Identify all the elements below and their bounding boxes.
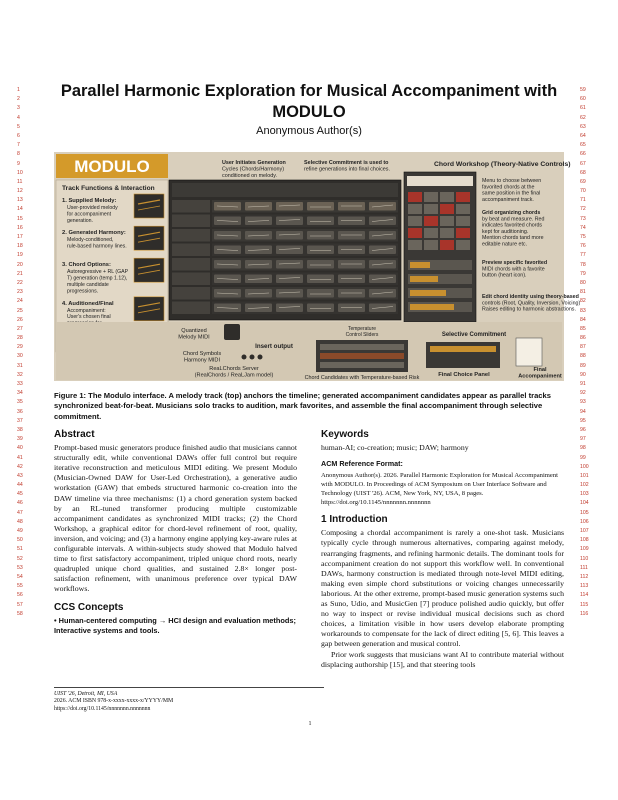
- line-number: 10: [17, 169, 23, 176]
- reference-text: Anonymous Author(s). 2026. Parallel Harmonic Exploration for Musical Accompaniment with MODULO. In Proceedings of ACM Symposium on User Interface Software and Technology (UIST '26). ACM, New York, NY, USA, 8 pages. https://doi.org/10.1145/nnnnnnn.nnnnnnn: [321, 472, 558, 507]
- favorited-chord-cell: [440, 204, 454, 214]
- line-number: 62: [580, 114, 586, 121]
- daw-clip: [307, 275, 334, 284]
- daw-track-header: [172, 244, 210, 257]
- callout-generation-text: conditioned on melody.: [222, 172, 278, 179]
- track-item-desc: Accompaniment:: [67, 307, 106, 314]
- workshop-note-text: button (heart icon).: [482, 272, 527, 279]
- keywords-text: human-AI; co-creation; music; DAW; harmony: [321, 443, 469, 453]
- line-number: 76: [580, 243, 586, 250]
- intro-paragraph-1: Composing a chordal accompaniment is rarely a one-shot task. Musicians typically cycle through numerous alternatives, comparing against melody, rearranging fragments, and refining harmonic details. The dominant tools for accompaniment creation do not support this workflow well. In conventional DAWs, harmony construction is mediated through note-level MIDI editing, making even simple chord substitutions or voicing changes unnecessarily laborious. At the other extreme, prompt-based music generation systems such as Suno, Udio, and MusicGen [7] produce polished audio quickly, but offer no way to inspect or revise individual musical decisions such as chord choices, a limitation visible in how users develop elaborate prompting workarounds to compensate for the lack of direct editing [5, 6]. This leaves a gap between generation and musical control.: [321, 528, 564, 649]
- theory-control-slider: [410, 262, 430, 268]
- workshop-menu-dropdown: [407, 176, 473, 186]
- footnote-venue: UIST '26, Detroit, MI, USA: [54, 691, 118, 697]
- line-number: 16: [17, 224, 23, 231]
- line-number: 22: [17, 279, 23, 286]
- temperature-sliders-label: Temperature: [347, 326, 377, 332]
- line-number: 49: [17, 528, 23, 534]
- daw-clip: [276, 231, 303, 240]
- selective-commitment-label: Selective Commitment: [441, 332, 507, 338]
- final-accompaniment-label: Final: [533, 367, 547, 373]
- chord-symbols-label: Chord Symbols: [182, 351, 222, 357]
- line-number: 8: [17, 151, 20, 158]
- line-number: 20: [17, 261, 23, 268]
- favorited-chord-cell: [456, 228, 470, 238]
- daw-track-header: [172, 258, 210, 271]
- line-number: 17: [17, 234, 23, 240]
- workshop-note-text: accompaniment track.: [482, 196, 534, 203]
- track-item-desc: User's chosen final: [67, 314, 111, 321]
- workshop-note-text: Preview specific favorited: [482, 260, 548, 266]
- theory-control-slider: [410, 290, 446, 296]
- daw-clip: [276, 202, 303, 211]
- line-number: 103: [580, 491, 589, 498]
- theory-control-slider: [410, 276, 438, 282]
- line-number: 26: [17, 316, 23, 323]
- workshop-note-text: by beat and measure. Red: [482, 216, 545, 223]
- line-number: 84: [580, 316, 586, 323]
- line-number: 18: [17, 243, 23, 250]
- line-number: 1: [17, 87, 20, 93]
- workshop-title: Chord Workshop (Theory-Native Controls): [434, 161, 571, 168]
- line-number: 48: [17, 518, 23, 525]
- callout-selective-text: refine generations into final choices.: [304, 166, 391, 173]
- ccs-text: • Human-centered computing → HCI design and evaluation methods; Interactive systems and tools.: [54, 615, 296, 635]
- daw-clip: [307, 260, 334, 269]
- server-label: ReaLChords Server: [209, 366, 259, 372]
- line-number: 106: [580, 518, 589, 525]
- line-number: 14: [17, 206, 23, 213]
- abstract-heading: Abstract: [54, 429, 95, 440]
- line-number: 11: [17, 178, 23, 185]
- line-number: 77: [580, 252, 586, 259]
- chord-cell: [424, 240, 438, 250]
- line-number: 94: [580, 408, 586, 415]
- workshop-note-text: same position in the final: [482, 190, 541, 197]
- line-number: 55: [17, 583, 23, 590]
- line-number: 111: [580, 564, 588, 571]
- line-number: 33: [17, 381, 23, 387]
- line-number: 68: [580, 169, 586, 176]
- line-number: 58: [17, 610, 23, 617]
- line-number: 63: [580, 123, 586, 130]
- line-number: 108: [580, 537, 589, 544]
- final-accompaniment-label: Accompaniment: [518, 373, 562, 380]
- daw-track-header: [172, 200, 210, 213]
- line-number: 9: [17, 160, 20, 167]
- line-numbers-left: [17, 86, 31, 619]
- right-column: [321, 430, 564, 670]
- introduction-heading: 1 Introduction: [321, 514, 388, 526]
- line-number: 39: [17, 436, 23, 443]
- track-item-heading: 1. Supplied Melody:: [62, 198, 117, 204]
- chord-cell: [440, 192, 454, 202]
- daw-clip: [276, 289, 303, 298]
- line-number: 86: [580, 335, 586, 342]
- workshop-note-text: favorited chords at the: [482, 184, 535, 191]
- line-number: 95: [580, 417, 586, 424]
- line-number: 6: [17, 132, 20, 139]
- line-number: 56: [17, 592, 23, 599]
- daw-track-header: [172, 229, 210, 242]
- line-number: 28: [17, 335, 23, 342]
- line-number: 12: [17, 188, 23, 195]
- daw-clip: [276, 260, 303, 269]
- chord-cell: [456, 240, 470, 250]
- daw-track-header: [172, 215, 210, 228]
- line-number: 42: [17, 463, 23, 470]
- workshop-note-text: Raises editing to harmonic abstractions.: [482, 306, 576, 313]
- line-number: 57: [17, 601, 23, 608]
- workshop-note-text: controls (Root, Quality, Inversion, Voicing): [482, 300, 581, 307]
- chord-cell: [440, 228, 454, 238]
- line-number: 90: [580, 371, 586, 378]
- chord-cell: [424, 228, 438, 238]
- workshop-note-text: indicates favorited chords: [482, 222, 543, 229]
- daw-clip: [307, 246, 334, 255]
- daw-clip: [307, 304, 334, 313]
- line-number: 69: [580, 178, 586, 185]
- line-number: 40: [17, 445, 23, 452]
- track-item-desc: rule-based harmony lines.: [67, 243, 127, 250]
- keywords-heading: Keywords: [321, 429, 369, 440]
- workshop-note-text: kept for auditioning.: [482, 228, 529, 235]
- line-number: 70: [580, 188, 586, 195]
- line-numbers-right: [580, 86, 596, 619]
- callout-generation-text: User Initiates Generation: [222, 160, 286, 166]
- line-number: 61: [580, 105, 586, 112]
- line-number: 65: [580, 142, 586, 149]
- line-number: 45: [17, 491, 23, 498]
- line-number: 38: [17, 426, 23, 433]
- chord-cell: [424, 204, 438, 214]
- line-number: 109: [580, 546, 589, 553]
- favorited-chord-cell: [440, 240, 454, 250]
- line-number: 100: [580, 463, 589, 470]
- track-item-desc: generation.: [67, 217, 93, 224]
- favorited-chord-cell: [408, 192, 422, 202]
- neural-network-icon: [250, 355, 255, 360]
- line-number: 74: [580, 224, 586, 231]
- line-number: 3: [17, 105, 20, 112]
- line-number: 82: [580, 298, 586, 305]
- daw-clip: [276, 246, 303, 255]
- line-number: 85: [580, 325, 586, 332]
- line-number: 53: [17, 564, 23, 571]
- line-number: 71: [580, 197, 586, 204]
- line-number: 50: [17, 537, 23, 544]
- track-item-heading: 2. Generated Harmony:: [62, 230, 126, 237]
- daw-clip: [276, 304, 303, 313]
- line-number: 115: [580, 601, 589, 608]
- teaser-figure: [54, 152, 581, 381]
- chord-cell: [424, 192, 438, 202]
- line-number: 29: [17, 344, 23, 351]
- line-number: 44: [17, 482, 23, 489]
- chord-cell: [440, 216, 454, 226]
- line-number: 32: [17, 371, 23, 378]
- workshop-note-text: Menu to choose between: [482, 178, 542, 184]
- daw-clip: [307, 289, 334, 298]
- track-item-desc: Autoregressive + RL (GAP: [67, 269, 129, 276]
- line-number: 89: [580, 362, 586, 369]
- line-number: 7: [17, 142, 20, 149]
- workshop-note-text: Edit chord identity using theory-based: [482, 294, 579, 300]
- line-number: 35: [17, 399, 23, 406]
- line-number: 43: [17, 472, 23, 479]
- daw-clip: [307, 231, 334, 240]
- workshop-note-text: Grid organizing chords: [482, 210, 541, 216]
- daw-clip: [307, 217, 334, 226]
- candidate-row: [320, 344, 404, 350]
- track-item-desc: multiple candidate: [67, 282, 109, 288]
- line-number: 96: [580, 426, 586, 433]
- workshop-note-text: editable nature etc.: [482, 241, 528, 248]
- daw-track-header: [172, 273, 210, 286]
- line-number: 81: [580, 289, 586, 296]
- line-number: 101: [580, 472, 589, 479]
- line-number: 88: [580, 353, 586, 360]
- line-number: 46: [17, 500, 23, 507]
- intro-paragraph-2: Prior work suggests that musicians want AI to contribute material without displacing authorship [15], and that steering tools: [321, 649, 564, 669]
- reference-heading: ACM Reference Format:: [321, 459, 403, 469]
- track-item-desc: Melody-conditioned,: [67, 237, 114, 244]
- line-number: 25: [17, 307, 23, 314]
- line-number: 66: [580, 151, 586, 158]
- line-number: 104: [580, 500, 589, 507]
- line-number: 2: [17, 96, 20, 103]
- callout-selective-text: Selective Commitment is used to: [304, 160, 389, 166]
- daw-toolbar: [172, 183, 398, 197]
- theory-control-slider: [410, 304, 454, 310]
- neural-network-icon: [242, 355, 247, 360]
- final-choice-panel-label: Final Choice Panel: [438, 372, 490, 378]
- candidate-row: [320, 362, 404, 368]
- line-number: 64: [580, 132, 586, 139]
- daw-track-header: [172, 287, 210, 300]
- favorited-chord-cell: [408, 228, 422, 238]
- line-number: 15: [17, 215, 23, 222]
- callout-generation-text: Cycles (Chords/Harmony): [222, 166, 285, 173]
- daw-clip: [276, 275, 303, 284]
- line-number: 5: [17, 123, 20, 130]
- footnote-isbn: 2026. ACM ISBN 978-x-xxxx-xxxx-x/YYYY/MM: [54, 698, 174, 705]
- chord-cell: [456, 204, 470, 214]
- line-number: 59: [580, 87, 586, 93]
- line-number: 93: [580, 399, 586, 406]
- line-number: 107: [580, 528, 589, 534]
- server-label: (RealChords / ReaLJam model): [194, 372, 274, 379]
- footnote: [54, 687, 324, 713]
- line-number: 73: [580, 215, 586, 222]
- favorited-chord-cell: [424, 216, 438, 226]
- temperature-sliders-label: Control Sliders: [345, 332, 379, 338]
- line-number: 116: [580, 610, 589, 617]
- quantized-midi-label: Quantized: [181, 328, 207, 334]
- line-number: 47: [17, 509, 23, 516]
- line-number: 21: [17, 270, 23, 277]
- daw-clip: [276, 217, 303, 226]
- line-number: 67: [580, 160, 586, 167]
- track-item-desc: User-provided melody: [67, 205, 118, 211]
- line-number: 114: [580, 592, 589, 599]
- quantized-midi-label: Melody MIDI: [178, 334, 210, 341]
- line-number: 13: [17, 197, 23, 204]
- workshop-note-text: MIDI chords with a favorite: [482, 266, 545, 273]
- line-number: 99: [580, 454, 586, 461]
- daw-clip: [307, 202, 334, 211]
- line-number: 113: [580, 583, 589, 590]
- ccs-heading: CCS Concepts: [54, 601, 124, 613]
- line-number: 97: [580, 436, 586, 443]
- line-number: 110: [580, 555, 589, 562]
- line-number: 37: [17, 417, 23, 424]
- line-number: 51: [17, 546, 23, 553]
- line-number: 87: [580, 344, 586, 351]
- final-choice-panel-box: [426, 342, 500, 368]
- track-item-heading: 4. Auditioned/Final: [62, 300, 114, 307]
- final-accompaniment-icon: [516, 338, 542, 366]
- line-number: 78: [580, 261, 586, 268]
- line-number: 4: [17, 114, 20, 121]
- line-number: 23: [17, 289, 23, 296]
- line-number: 52: [17, 555, 23, 562]
- line-number: 36: [17, 408, 23, 415]
- track-item-heading: 3. Chord Options:: [62, 262, 111, 269]
- candidate-row: [320, 353, 404, 359]
- final-choice-row: [430, 346, 496, 352]
- chord-cell: [408, 204, 422, 214]
- workshop-note-text: Mention chords tand more: [482, 235, 544, 242]
- track-item-desc: T) generation (temp 1.12),: [67, 275, 128, 282]
- line-number: 60: [580, 96, 586, 103]
- chord-cell: [408, 216, 422, 226]
- figure-logo: MODULO: [74, 157, 150, 176]
- chord-candidates-label: Chord Candidates with Temperature-based Risk: [304, 375, 420, 381]
- abstract-text: Prompt-based music generators produce finished audio that musicians cannot structurally edit, while conventional DAWs offer full control but require iterative reconstruction and meticulous MIDI editing. We present Modulo (Musician-Owned DAW for User-Led Orchestration), a generative audio workstation (GAW) that embeds structured harmonic co-creation into the DAW timeline via three mechanisms: (1) a chord generation system backed by an RL-tuned transformer producing multiple customizable accompaniment candidates as synchronized MIDI tracks; (2) the Chord Workshop, a graphical editor for chord-level refinement of root, quality, inversion, and voicing; and (3) a harmony engine applying key-aware rules at configurable intervals. A within-subjects study showed that Modulo halved time to first satisfactory accompaniment, tripled unique chord roots, nearly quadrupled unique chord qualities, and sustained 2.8× longer post-satisfaction refinement, with unanimous preference over typical DAW workflows.: [54, 443, 297, 594]
- line-number: 75: [580, 234, 586, 240]
- line-number: 98: [580, 445, 586, 452]
- chord-symbols-label: Harmony MIDI: [183, 357, 221, 364]
- chord-cell: [456, 216, 470, 226]
- author-line: Anonymous Author(s): [256, 125, 362, 137]
- paper-title: Parallel Harmonic Exploration for Musical Accompaniment with MODULO: [60, 82, 558, 121]
- line-number: 27: [17, 325, 23, 332]
- insert-output-label: Insert output: [255, 343, 293, 350]
- track-item-desc: for accompaniment: [67, 211, 112, 218]
- daw-track-header: [172, 302, 210, 315]
- track-item-desc: progressions.: [67, 288, 99, 295]
- line-number: 31: [17, 362, 23, 369]
- line-number: 102: [580, 482, 589, 489]
- line-number: 54: [17, 573, 23, 580]
- footnote-doi: https://doi.org/10.1145/nnnnnnn.nnnnnnn: [54, 705, 151, 712]
- line-number: 19: [17, 252, 23, 259]
- line-number: 80: [580, 279, 586, 286]
- neural-network-icon: [258, 355, 263, 360]
- line-number: 72: [580, 206, 586, 213]
- chord-cell: [408, 240, 422, 250]
- line-number: 91: [580, 381, 586, 387]
- page-number: 1: [308, 721, 312, 727]
- line-number: 34: [17, 390, 23, 397]
- line-number: 79: [580, 270, 586, 277]
- line-number: 24: [17, 298, 23, 305]
- line-number: 30: [17, 353, 23, 360]
- line-number: 83: [580, 307, 586, 314]
- line-number: 92: [580, 390, 586, 397]
- left-column: [54, 430, 297, 636]
- midi-file-icon: [224, 324, 240, 340]
- figure-caption: Figure 1: The Modulo interface. A melody track (top) anchors the timeline; generated accompaniment candidates appear as parallel tracks synchronized beat-for-beat. Musicians solo tracks to audition, mark favorites, and assemble the final accompaniment through selective commitment.: [54, 391, 551, 421]
- line-number: 41: [17, 454, 23, 461]
- track-panel-title: Track Functions & Interaction: [62, 185, 155, 192]
- line-number: 112: [580, 573, 589, 580]
- line-number: 105: [580, 509, 589, 516]
- favorited-chord-cell: [456, 192, 470, 202]
